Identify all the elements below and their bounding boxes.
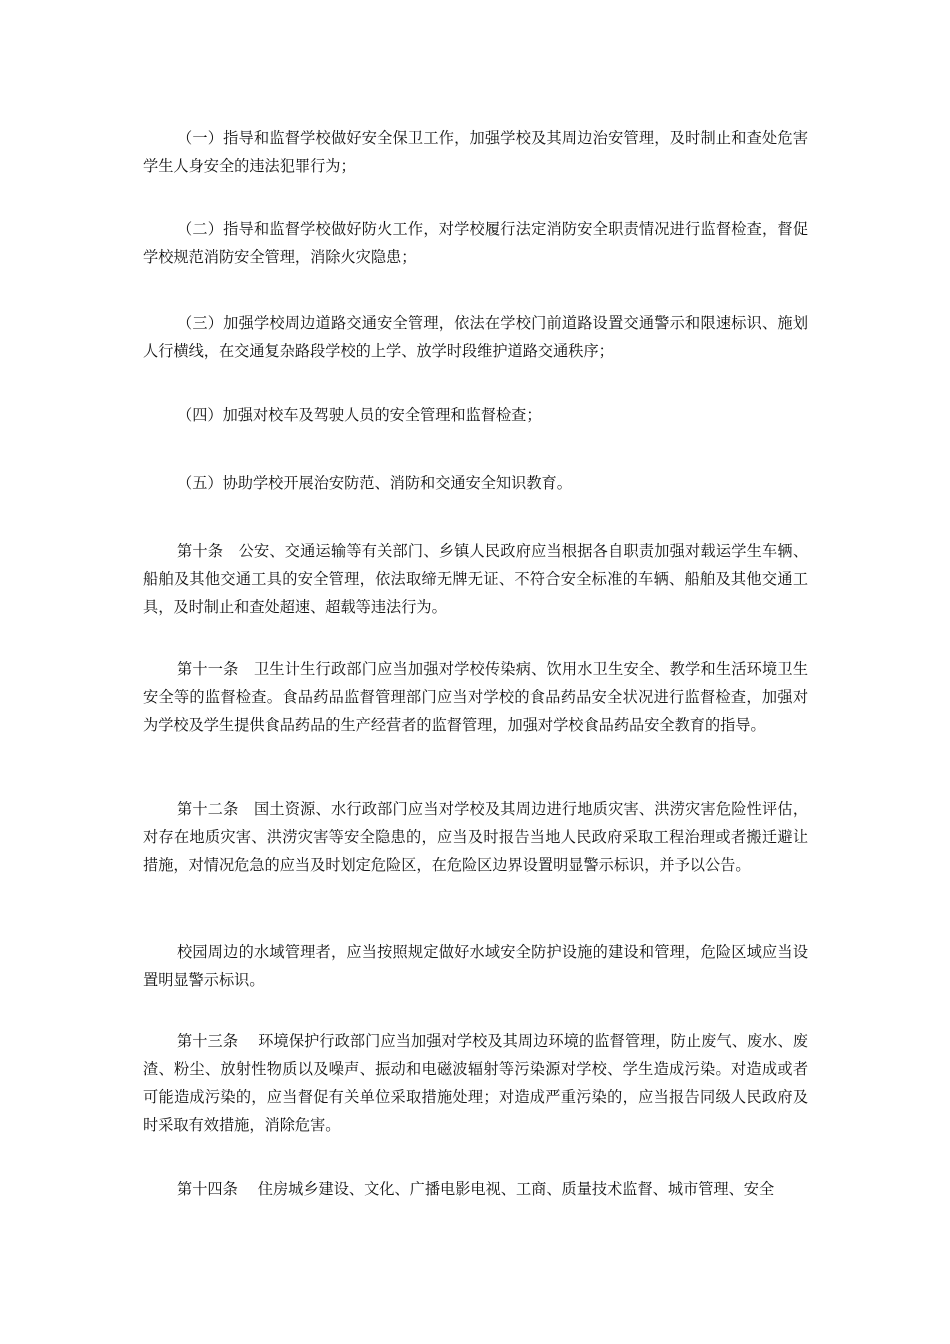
paragraph-item-4: （四）加强对校车及驾驶人员的安全管理和监督检查； bbox=[177, 406, 542, 424]
article-12-para-2: 校园周边的水域管理者，应当按照规定做好水域安全防护设施的建设和管理，危险区域应当设置明显警示标识。 bbox=[143, 943, 808, 989]
paragraph-item-5: （五）协助学校开展治安防范、消防和交通安全知识教育。 bbox=[177, 474, 572, 492]
article-14: 第十四条 住房城乡建设、文化、广播电影电视、工商、质量技术监督、城市管理、安全 bbox=[177, 1180, 775, 1198]
article-13: 第十三条 环境保护行政部门应当加强对学校及其周边环境的监督管理，防止废气、废水、废渣、粉尘、放射性物质以及噪声、振动和电磁波辐射等污染源对学校、学生造成污染。对造成或者可能造成污染的，应当督促有关单位采取措施处理；对造成严重污染的，应当报告同级人民政府及时采取有效措施，消除危害。 bbox=[143, 1032, 808, 1134]
article-10: 第十条 公安、交通运输等有关部门、乡镇人民政府应当根据各自职责加强对载运学生车辆、船舶及其他交通工具的安全管理，依法取缔无牌无证、不符合安全标准的车辆、船舶及其他交通工具，及时制止和查处超速、超载等违法行为。 bbox=[143, 542, 808, 616]
article-11: 第十一条 卫生计生行政部门应当加强对学校传染病、饮用水卫生安全、教学和生活环境卫生安全等的监督检查。食品药品监督管理部门应当对学校的食品药品安全状况进行监督检查，加强对为学校及学生提供食品药品的生产经营者的监督管理，加强对学校食品药品安全教育的指导。 bbox=[143, 660, 808, 734]
paragraph-item-2: （二）指导和监督学校做好防火工作，对学校履行法定消防安全职责情况进行监督检查，督促学校规范消防安全管理，消除火灾隐患； bbox=[143, 220, 808, 266]
paragraph-item-1: （一）指导和监督学校做好安全保卫工作，加强学校及其周边治安管理，及时制止和查处危害学生人身安全的违法犯罪行为； bbox=[143, 129, 808, 175]
article-12: 第十二条 国土资源、水行政部门应当对学校及其周边进行地质灾害、洪涝灾害危险性评估，对存在地质灾害、洪涝灾害等安全隐患的，应当及时报告当地人民政府采取工程治理或者搬迁避让措施，对情况危急的应当及时划定危险区，在危险区边界设置明显警示标识，并予以公告。 bbox=[143, 800, 808, 874]
paragraph-item-3: （三）加强学校周边道路交通安全管理，依法在学校门前道路设置交通警示和限速标识、施划人行横线，在交通复杂路段学校的上学、放学时段维护道路交通秩序； bbox=[143, 314, 808, 360]
